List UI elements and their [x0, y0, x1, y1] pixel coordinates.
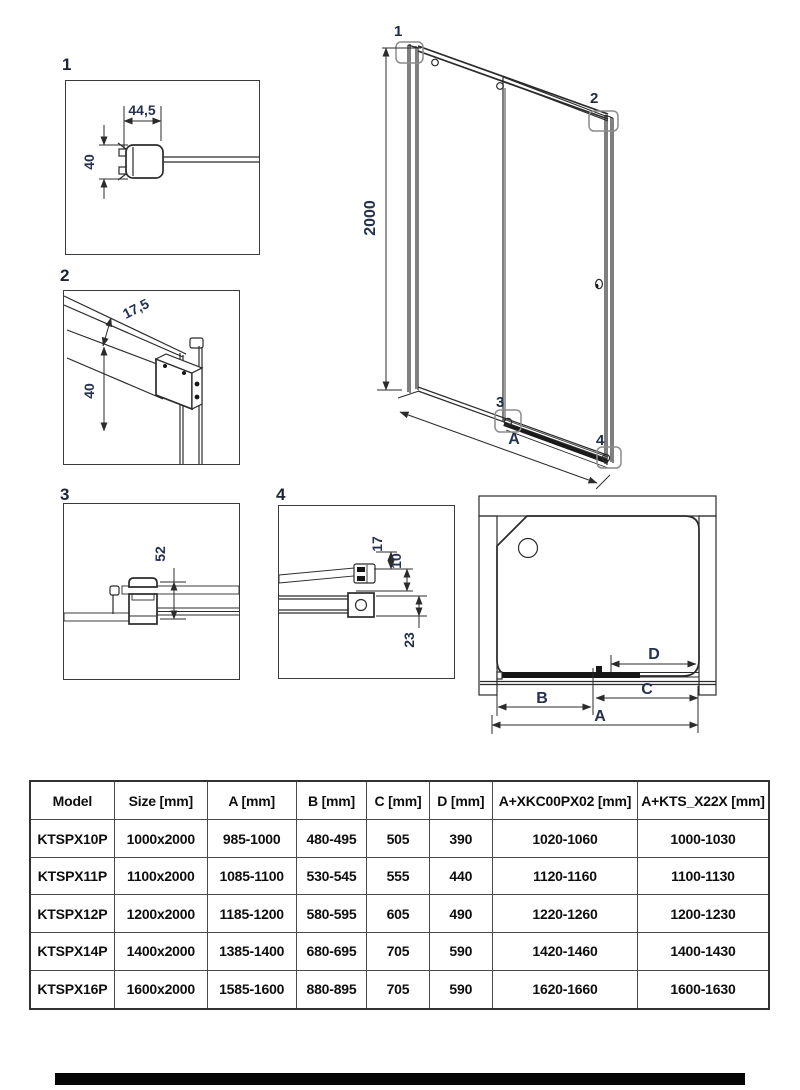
svg-text:17: 17 [369, 536, 385, 552]
table-cell: 505 [367, 820, 429, 858]
callout-markers [394, 23, 621, 468]
table-cell: KTSPX10P [30, 820, 114, 858]
glass-panel-lines [163, 157, 259, 162]
size-spec-table [29, 780, 770, 1010]
svg-text:B: B [536, 690, 548, 707]
svg-text:2: 2 [590, 90, 599, 107]
table-cell: 1400-1430 [637, 933, 769, 971]
table-cell: 1120-1160 [493, 857, 638, 895]
door-handle-knob [596, 279, 603, 288]
table-cell: 480-495 [296, 820, 367, 858]
table-cell: 1200-1230 [637, 895, 769, 933]
table-cell: 1000-1030 [637, 820, 769, 858]
top-rail [418, 46, 608, 119]
rail-lines [279, 596, 348, 613]
dim-17-5 [103, 295, 152, 346]
column-header: Model [30, 781, 114, 820]
dim-b [497, 690, 591, 716]
table-cell: 590 [429, 933, 493, 971]
bottom-guide-block [110, 578, 157, 624]
table-cell: 1000x2000 [114, 820, 207, 858]
svg-text:17,5: 17,5 [119, 295, 152, 322]
table-cell: KTSPX14P [30, 933, 114, 971]
dim-a [492, 708, 698, 734]
column-header: A+KTS_X22X [mm] [637, 781, 769, 820]
table-cell: 705 [367, 970, 429, 1009]
svg-text:23: 23 [401, 632, 417, 648]
table-cell: 1100-1130 [637, 857, 769, 895]
roller-block [348, 593, 374, 617]
table-cell: 1420-1460 [493, 933, 638, 971]
dim-40 [81, 125, 128, 199]
table-cell: 590 [429, 970, 493, 1009]
table-cell: 680-695 [296, 933, 367, 971]
svg-text:3: 3 [496, 394, 505, 411]
svg-text:D: D [648, 646, 660, 663]
dim-23 [376, 596, 427, 648]
table-cell: KTSPX16P [30, 970, 114, 1009]
table-row [30, 933, 769, 971]
table-cell: 490 [429, 895, 493, 933]
table-cell: 605 [367, 895, 429, 933]
table-cell: 1585-1600 [207, 970, 296, 1009]
table-cell: 1020-1060 [493, 820, 638, 858]
table-cell: 1400x2000 [114, 933, 207, 971]
table-cell: 1220-1260 [493, 895, 638, 933]
svg-text:2000: 2000 [362, 200, 379, 236]
table-row [30, 820, 769, 858]
table-cell: 1085-1100 [207, 857, 296, 895]
svg-text:52: 52 [152, 546, 168, 562]
dim-44-5 [124, 102, 161, 149]
dim-d [611, 646, 696, 672]
table-cell: 985-1000 [207, 820, 296, 858]
detail-4-drawing [278, 505, 455, 679]
bottom-cutoff-bar [55, 1073, 745, 1085]
table-cell: 1600-1630 [637, 970, 769, 1009]
svg-text:10: 10 [388, 553, 404, 569]
table-cell: 555 [367, 857, 429, 895]
sliding-panel-edge [503, 87, 505, 422]
table-cell: 705 [367, 933, 429, 971]
table-cell: 1185-1200 [207, 895, 296, 933]
table-cell: 390 [429, 820, 493, 858]
table-cell: 1620-1660 [493, 970, 638, 1009]
table-cell: 530-545 [296, 857, 367, 895]
table-row [30, 970, 769, 1009]
svg-text:44,5: 44,5 [128, 102, 156, 118]
svg-text:40: 40 [81, 154, 97, 170]
table-cell: 1200x2000 [114, 895, 207, 933]
svg-text:A: A [508, 431, 520, 448]
detail-2-drawing [63, 290, 240, 465]
dim-40 [81, 347, 104, 431]
column-header: A+XKC00PX02 [mm] [493, 781, 638, 820]
left-wall-profile [408, 44, 418, 393]
table-cell: 880-895 [296, 970, 367, 1009]
rail-lines [157, 608, 239, 615]
table-cell: 1100x2000 [114, 857, 207, 895]
detail-1-drawing [65, 80, 260, 255]
detail-1-label: 1 [62, 55, 72, 74]
detail-3-drawing [63, 503, 240, 680]
svg-text:4: 4 [596, 432, 605, 449]
table-header-row [30, 781, 769, 820]
detail-4-label: 4 [276, 485, 286, 504]
column-header: Size [mm] [114, 781, 207, 820]
table-cell: KTSPX12P [30, 895, 114, 933]
plan-view-drawing [470, 488, 725, 740]
glass-panel-hatched [279, 568, 354, 583]
dim-2000 [362, 48, 421, 390]
detail-3-label: 3 [60, 485, 70, 504]
table-row [30, 857, 769, 895]
table-cell: 580-595 [296, 895, 367, 933]
svg-text:C: C [641, 681, 653, 698]
mounting-bracket [156, 354, 202, 409]
shower-tray [497, 516, 699, 676]
table-cell: 1600x2000 [114, 970, 207, 1009]
column-header: C [mm] [367, 781, 429, 820]
table-cell: KTSPX11P [30, 857, 114, 895]
column-header: A [mm] [207, 781, 296, 820]
walls-hatched [479, 496, 716, 695]
column-header: B [mm] [296, 781, 367, 820]
column-header: D [mm] [429, 781, 493, 820]
bottom-rail [418, 387, 610, 468]
right-wall-profile [605, 115, 613, 465]
table-cell: 1385-1400 [207, 933, 296, 971]
svg-text:40: 40 [81, 383, 97, 399]
svg-text:1: 1 [394, 23, 403, 40]
glass-clamp [354, 564, 375, 583]
elevation-drawing [360, 15, 670, 505]
svg-text:A: A [594, 708, 606, 725]
table-row [30, 895, 769, 933]
wall-profile-section [118, 143, 163, 180]
table-cell: 440 [429, 857, 493, 895]
detail-2-label: 2 [60, 266, 70, 285]
